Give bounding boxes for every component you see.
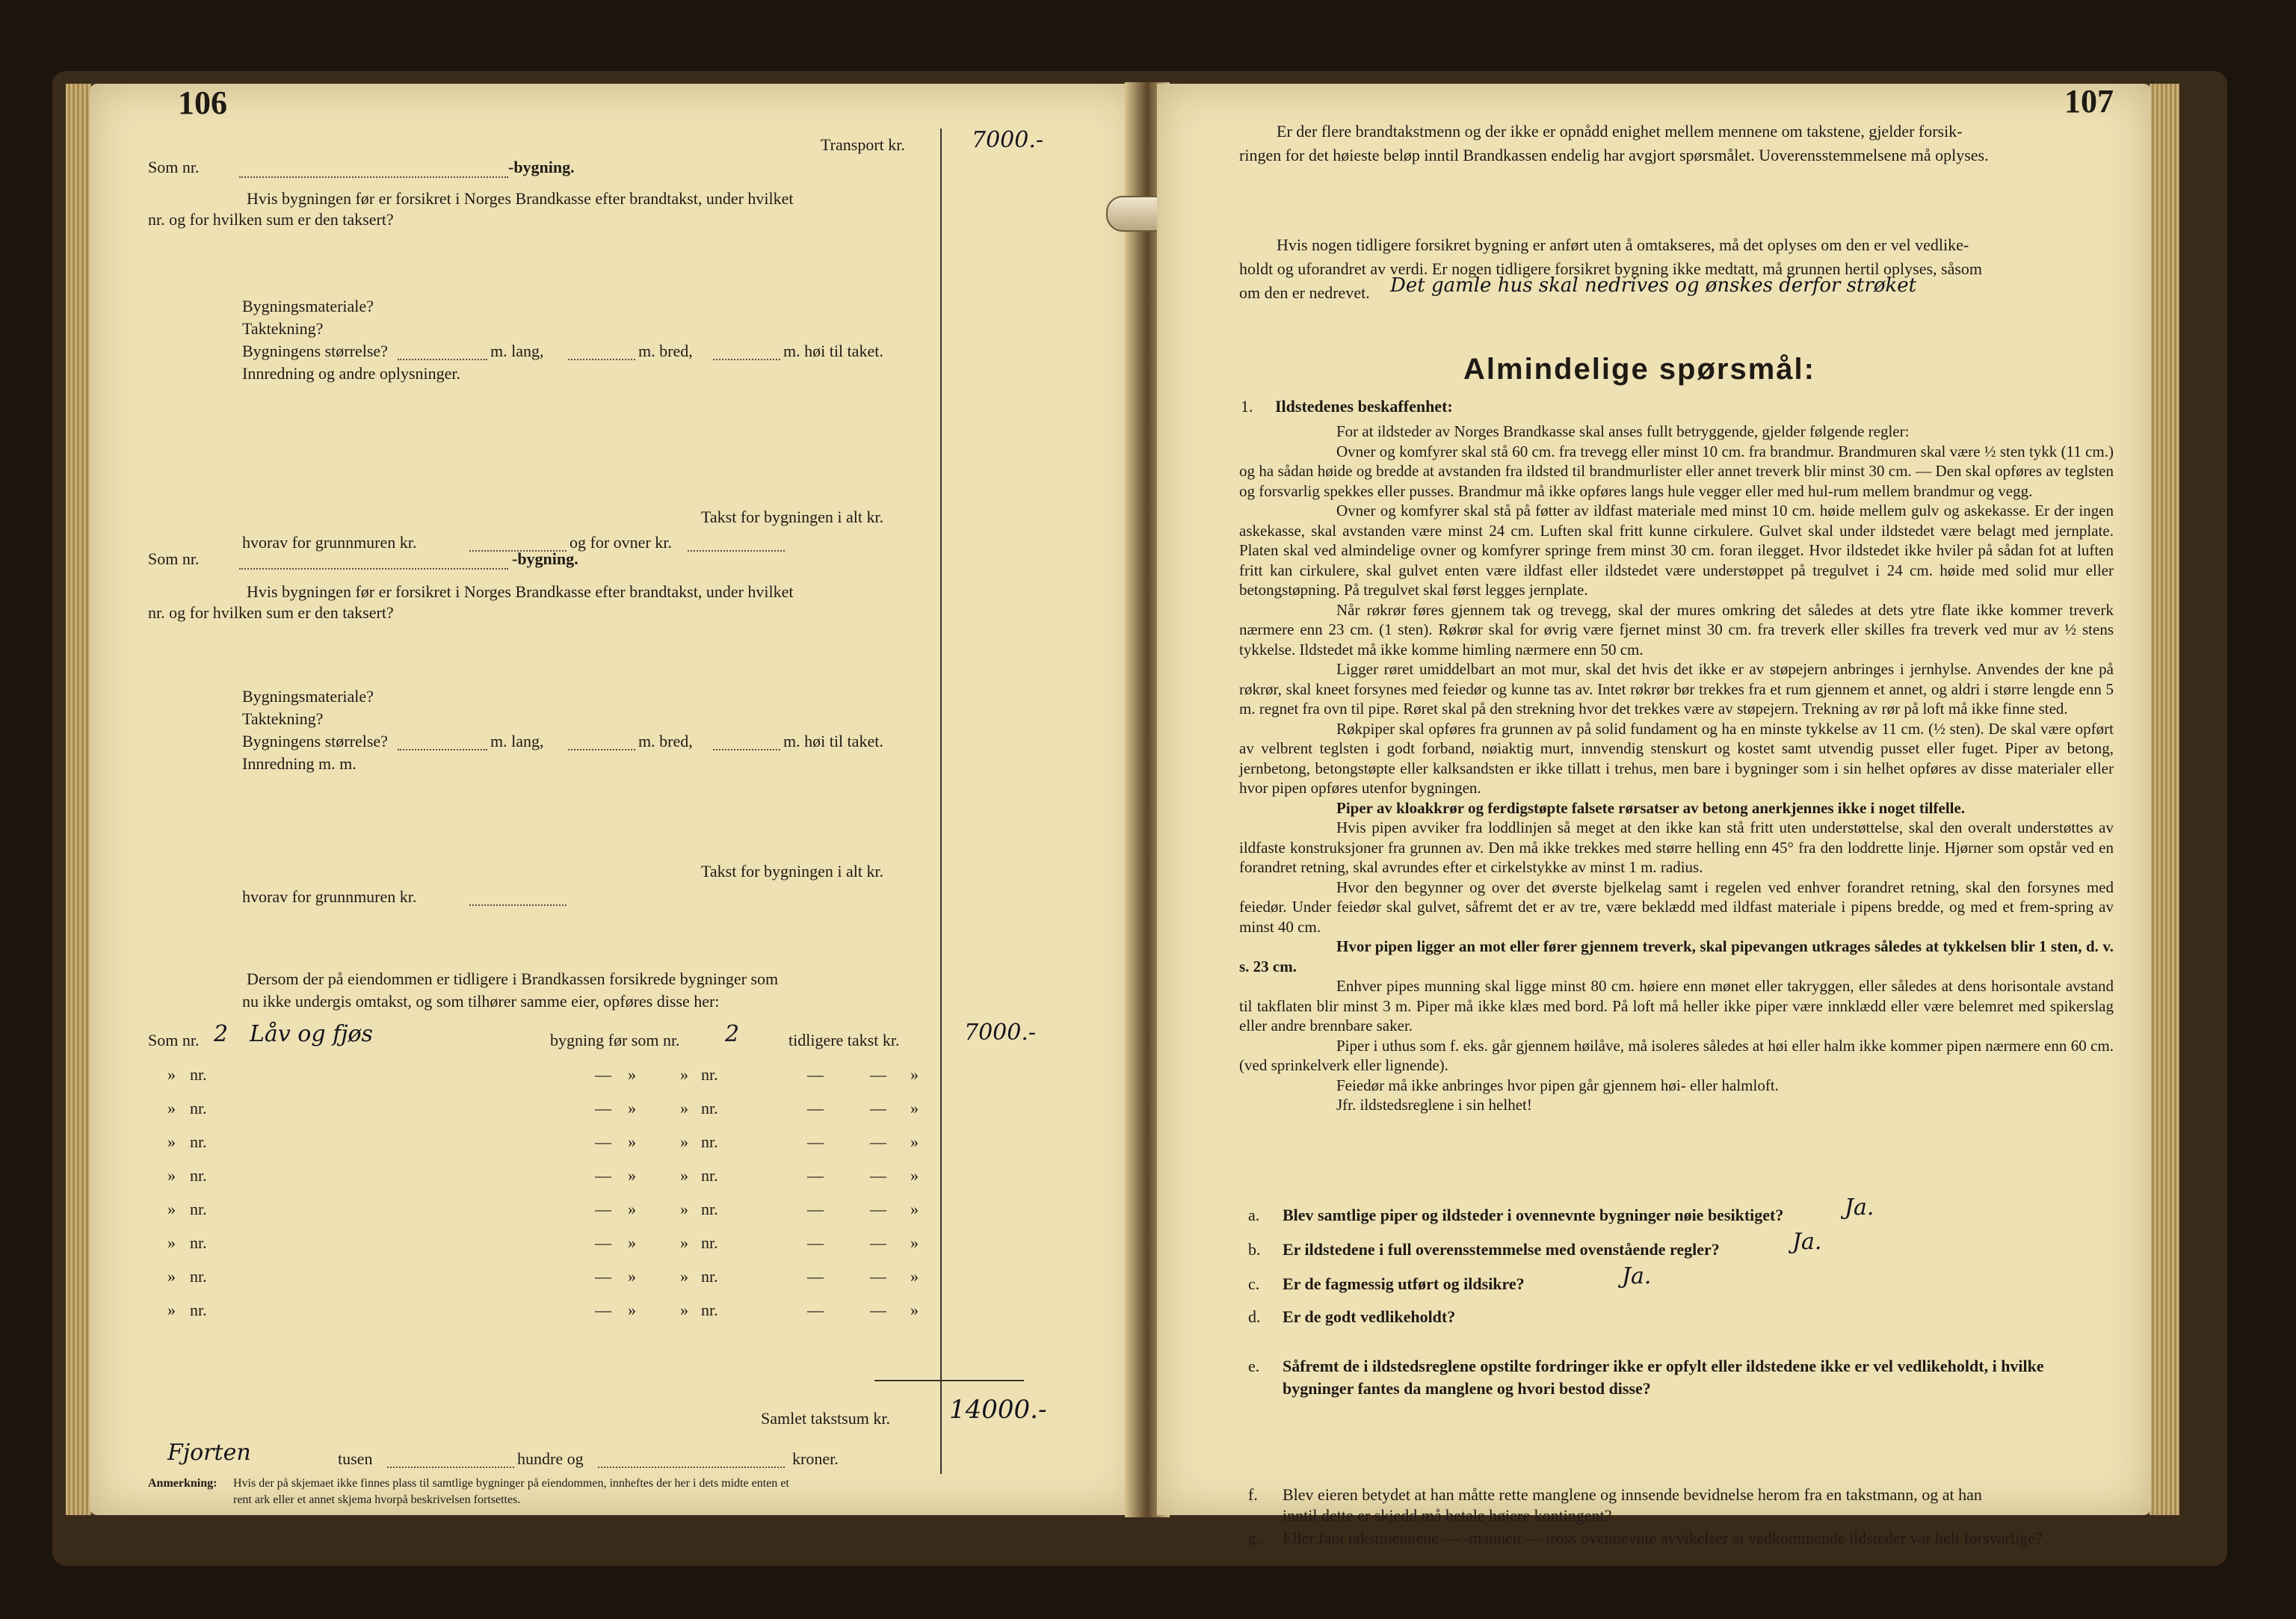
takst-total-label: Takst for bygningen i alt kr. (701, 508, 884, 526)
hoi-label: m. høi til taket. (783, 342, 883, 360)
row-mark: » (680, 1132, 688, 1151)
row-nr-label: nr. (190, 1267, 207, 1286)
row-nr-label: nr. (701, 1099, 718, 1117)
row-nr-label: nr. (701, 1200, 718, 1218)
row-nr-label: nr. (190, 1200, 207, 1218)
sum-rule (874, 1380, 1024, 1381)
row-mark: » (167, 1132, 176, 1151)
bred-label: m. bred, (638, 342, 693, 360)
row-dash: — (595, 1099, 611, 1117)
question-text: Blev eieren betydet at han måtte rette manglene og innsende bevidnelse herom fra en takstmann, og at han (1283, 1485, 1982, 1504)
length-line (398, 749, 487, 750)
row-mark: » (680, 1166, 688, 1185)
question-text: Er ildstedene i full overensstemmelse med ovenstående regler? (1283, 1240, 1720, 1259)
row-mark: » (910, 1099, 919, 1117)
row-mark: » (680, 1267, 688, 1286)
innredning-label: Innredning m. m. (242, 754, 357, 773)
rule-paragraph: Røkpiper skal opføres fra grunnen av på solid fundament og ha en minste tykkelse av 11 cm. (½ sten). De skal være opført av velbrent teglsten i godt forband, nøiaktig murt, innvendig stenskurt og kostet samt utvendig pusset eller fuget. Piper av betong, jernbetong, betongstøpte eller kalksandsten er ikke tillatt i trehus, men bare i bygninger som i sin helhet opføres av disse materialer eller hvor pipen opføres utenfor bygningen. (1239, 719, 2114, 797)
row-som-label: Som nr. (148, 1031, 200, 1049)
row-mark: » (910, 1301, 919, 1319)
row-mark: » (910, 1132, 919, 1151)
row-mark: » (910, 1267, 919, 1286)
hundre-label: hundre og (517, 1449, 584, 1468)
rule-paragraph: Ovner og komfyrer skal stå 60 cm. fra trevegg eller minst 10 cm. fra brandmur. Brandmuren skal være ½ sten tykk (11 cm.) og ha sådan høide og bredde at avstanden fra ildsted til brandmurlister eller annet treverk blir minst 30 cm. — Den skal opføres av teglsten og forsvarlig spekkes eller pusses. Brandmur må ikke opføres langs hule vegger eller med hul-rum mellem brandmur og vegg. (1239, 442, 2114, 500)
row-dash: — (807, 1301, 824, 1319)
left-page (90, 84, 1139, 1515)
section-heading: Almindelige spørsmål: (1463, 353, 1815, 386)
question-answer: Ja. (1622, 1263, 1652, 1289)
som-nr-line (239, 176, 508, 178)
row-dash: — (870, 1166, 886, 1185)
row-mark: » (628, 1065, 636, 1084)
row-dash: — (807, 1166, 824, 1185)
row-mark: » (910, 1065, 919, 1084)
question-letter: b. (1248, 1240, 1261, 1259)
question-text: bygninger fantes da manglene og hvori bestod disse? (1283, 1379, 1651, 1398)
amount-column-line (940, 129, 942, 1474)
row-mark: » (167, 1065, 176, 1084)
row-nr-label: nr. (701, 1132, 718, 1151)
row-dash: — (870, 1233, 886, 1252)
left-page-edge (66, 84, 91, 1515)
row-mark: » (628, 1200, 636, 1218)
row-mark: » (680, 1233, 688, 1252)
bred-label: m. bred, (638, 732, 693, 750)
row-mark: » (167, 1301, 176, 1319)
intro-text: holdt og uforandret av verdi. Er nogen tidligere forsikret bygning ikke medtatt, må grunnen hertil oplyses, såsom (1239, 259, 1983, 278)
samlet-label: Samlet takstsum kr. (761, 1409, 890, 1428)
row-dash: — (807, 1233, 824, 1252)
row-dash: — (807, 1065, 824, 1084)
row-dash: — (870, 1301, 886, 1319)
row-nr-label: nr. (190, 1166, 207, 1185)
ovner-label: og for ovner kr. (570, 533, 672, 552)
question-letter: d. (1248, 1307, 1261, 1326)
length-line (398, 359, 487, 360)
row-mark: » (680, 1065, 688, 1084)
row-nr-label: nr. (190, 1301, 207, 1319)
right-page (1157, 83, 2151, 1547)
row-mark: » (628, 1132, 636, 1151)
question-letter: a. (1248, 1206, 1260, 1224)
row-mark: » (167, 1099, 176, 1117)
dersom-text: Dersom der på eiendommen er tidligere i Brandkassen forsikrede bygninger som (247, 969, 779, 988)
row-dash: — (595, 1166, 611, 1185)
page-number: 107 (2064, 83, 2114, 120)
rule-paragraph: Piper av kloakkrør og ferdigstøpte falsete rørsatser av betong anerkjennes ikke i noget tilfelle. (1336, 798, 1966, 817)
lang-label: m. lang, (490, 732, 544, 750)
transport-value: 7000.- (972, 127, 1044, 153)
taktekning-label: Taktekning? (242, 319, 324, 338)
som-nr-line (239, 568, 508, 570)
rule-paragraph: Piper i uthus som f. eks. går gjennem høilåve, må isoleres således at høi eller halm ikke kommer pipen nærmere enn 60 cm. (ved sprinkelverk eller lignende). (1239, 1036, 2114, 1074)
rule-paragraph: Feiedør må ikke anbringes hvor pipen går gjennem høi- eller halmloft. (1336, 1076, 1779, 1094)
rule-paragraph: For at ildsteder av Norges Brandkasse skal anses fullt betryggende, gjelder følgende regler: (1336, 422, 1910, 440)
row-mark: » (167, 1267, 176, 1286)
intro-text: om den er nedrevet. (1239, 283, 1370, 302)
og-line (598, 1467, 785, 1468)
bygning-label: -bygning. (512, 549, 578, 568)
row-mark: » (910, 1166, 919, 1185)
question-letter: c. (1248, 1274, 1260, 1293)
row-mark: » (167, 1166, 176, 1185)
row-dash: — (807, 1267, 824, 1286)
material-label: Bygningsmateriale? (242, 687, 374, 706)
innredning-label: Innredning og andre oplysninger. (242, 364, 461, 383)
row-nr-label: nr. (701, 1233, 718, 1252)
row-nr-label: nr. (190, 1099, 207, 1117)
question-answer: Ja. (1845, 1194, 1874, 1221)
row-dash: — (595, 1233, 611, 1252)
hvorav-label: hvorav for grunnmuren kr. (242, 533, 417, 552)
question-text: Er de godt vedlikeholdt? (1283, 1307, 1456, 1326)
takst-total-label: Takst for bygningen i alt kr. (701, 862, 884, 881)
row-nr2-value: 2 (725, 1021, 740, 1047)
question-letter: f. (1248, 1485, 1258, 1504)
row-dash: — (595, 1065, 611, 1084)
rules-text (1239, 422, 2114, 1115)
height-line (713, 359, 780, 360)
material-label: Bygningsmateriale? (242, 297, 374, 315)
rule-paragraph: Ovner og komfyrer skal stå på føtter av ildfast materiale med minst 10 cm. høide mellem gulv og askekasse. Er der ingen askekasse, skal avstanden være minst 24 cm. Luften skal fritt kunne cirkulere. Gulvet skal under ildstedet være belagt med jernplate. Platen skal ved almindelige ovner og komfyrer springe frem minst 30 cm. foran ilegget. Hvor ildstedet ikke hviler på sådan fot at luften fritt kan cirkulere, skal gulvet enten være ildfast eller ildstedet være understøppet på tregulvet i 24 cm. høide med solid mur eller betongstøpning. På tregulvet skal først legges jernplate. (1239, 502, 2114, 599)
som-nr-label: Som nr. (148, 158, 200, 176)
question-text: Såfremt de i ildstedsreglene opstilte fordringer ikke er opfylt eller ildstedene ikke er vel vedlikeholdt, i hvilke (1283, 1357, 2044, 1375)
dersom-text: nu ikke undergis omtakst, og som tilhører samme eier, opføres disse her: (242, 992, 720, 1011)
height-line (713, 749, 780, 750)
question-text: nr. og for hvilken sum er den taksert? (148, 210, 394, 229)
size-label: Bygningens størrelse? (242, 732, 388, 750)
row-nr-label: nr. (701, 1267, 718, 1286)
row-dash: — (807, 1200, 824, 1218)
row-dash: — (870, 1132, 886, 1151)
question-text: Hvis bygningen før er forsikret i Norges Brandkasse efter brandtakst, under hvilket (247, 189, 794, 208)
intro-text: ringen for det høieste beløp inntil Brandkassen endelig har avgjort spørsmålet. Uoverensstemmelsene må oplyses. (1239, 146, 1989, 164)
som-nr-label: Som nr. (148, 549, 200, 568)
rule-paragraph: Jfr. ildstedsreglene i sin helhet! (1336, 1096, 1532, 1114)
row-mark: » (628, 1233, 636, 1252)
row-dash: — (595, 1200, 611, 1218)
row-mark: » (628, 1267, 636, 1286)
intro-text: Hvis nogen tidligere forsikret bygning er anført uten å omtakseres, må det oplyses om den er vel vedlike- (1277, 235, 1969, 254)
words-value: Fjorten (167, 1440, 251, 1466)
question-answer: Ja. (1792, 1229, 1822, 1255)
size-label: Bygningens størrelse? (242, 342, 388, 360)
rule-paragraph: Hvor pipen ligger an mot eller fører gjennem treverk, skal pipevangen utkrages således at tykkelsen blir 1 sten, d. v. s. 23 cm. (1239, 937, 2114, 975)
grunnmur-line (469, 904, 567, 906)
question-text: nr. og for hvilken sum er den taksert? (148, 603, 394, 622)
rule-paragraph: Når røkrør føres gjennem tak og trevegg, skal der mures omkring det således at dets ytre flate ikke kommer treverk nærmere enn 23 cm. (1 sten). Røkrør skal for øvrig være fjernet minst 30 cm. fra treverk eller skilles fra treverk ved mur av ½ stens tykkelse. Ildstedet må ikke komme himling nærmere enn 50 cm. (1239, 600, 2114, 659)
rule-paragraph: Hvis pipen avviker fra loddlinjen så meget at den ikke kan stå fritt uten understøttelse, skal den overalt understøttes av ildfaste konstruksjoner fra grunnen av. Den må ikke trekkes med større helling enn 45° fra den loddrette linje. Hjørner som opstår ved en forandret retning, skal avrundes efter et cirkelstykke av minst 1 m. radius. (1239, 818, 2114, 876)
row-dash: — (595, 1267, 611, 1286)
row-dash: — (807, 1099, 824, 1117)
row-amount: 7000.- (964, 1020, 1037, 1046)
section-number: 1. (1241, 397, 1253, 416)
row-bygning-label: bygning før som nr. (550, 1031, 680, 1049)
right-page-edge (2150, 84, 2179, 1515)
row-mark: » (628, 1099, 636, 1117)
width-line (568, 359, 635, 360)
transport-label: Transport kr. (821, 135, 905, 154)
row-mark: » (628, 1166, 636, 1185)
row-description: Låv og fjøs (250, 1021, 373, 1047)
hvorav-label: hvorav for grunnmuren kr. (242, 887, 417, 906)
row-mark: » (628, 1301, 636, 1319)
tusen-label: tusen (338, 1449, 373, 1468)
section-title: Ildstedenes beskaffenhet: (1275, 397, 1453, 416)
taktekning-label: Taktekning? (242, 709, 324, 728)
kroner-label: kroner. (792, 1449, 839, 1468)
row-nr-label: nr. (190, 1065, 207, 1084)
rule-paragraph: Enhver pipes munning skal ligge minst 80 cm. høiere enn mønet eller takryggen, eller således at dens horisontale avstand til takflaten blir minst 3 m. Piper må ikke klæs med bord. På loft må heller ikke piper være innklædd eller være belemret med spikerslag eller andre brennbare saker. (1239, 977, 2114, 1034)
row-dash: — (870, 1065, 886, 1084)
page-number: 106 (178, 84, 227, 121)
row-nr-value: 2 (214, 1021, 229, 1047)
question-text: Er de fagmessig utført og ildsikre? (1283, 1274, 1525, 1293)
hoi-label: m. høi til taket. (783, 732, 883, 750)
rule-paragraph: Hvor den begynner og over det øverste bjelkelag samt i regelen ved enhver forandret retning, skal den forsynes med feiedør. Under feiedør skal gulvet, såfremt det er av tre, være beklædd med ildfast materiale i pipens bredde, og med et frem-spring av minst 40 cm. (1239, 878, 2114, 936)
anmerkning-text: rent ark eller et annet skjema hvorpå beskrivelsen fortsettes. (233, 1493, 521, 1506)
row-dash: — (870, 1200, 886, 1218)
question-letter: e. (1248, 1357, 1260, 1375)
row-dash: — (595, 1301, 611, 1319)
row-mark: » (167, 1200, 176, 1218)
intro-text: Er der flere brandtakstmenn og der ikke er opnådd enighet mellem mennene om takstene, gjelder forsik- (1277, 122, 1963, 141)
lang-label: m. lang, (490, 342, 544, 360)
row-mark: » (167, 1233, 176, 1252)
row-dash: — (870, 1267, 886, 1286)
question-text: Hvis bygningen før er forsikret i Norges Brandkasse efter brandtakst, under hvilket (247, 582, 794, 601)
row-nr-label: nr. (190, 1233, 207, 1252)
row-mark: » (910, 1233, 919, 1252)
row-mark: » (680, 1200, 688, 1218)
anmerkning-label: Anmerkning: (148, 1477, 217, 1490)
row-dash: — (870, 1099, 886, 1117)
ovner-line (688, 550, 785, 552)
row-dash: — (807, 1132, 824, 1151)
question-text: Eller fant takstmennene — -mannen — tross ovennevnte avvikelser at vedkommende ildsteder var helt forsvarlige? (1283, 1529, 2043, 1547)
row-nr-label: nr. (190, 1132, 207, 1151)
width-line (568, 749, 635, 750)
samlet-value: 14000.- (949, 1395, 1047, 1425)
handwritten-note: Det gamle hus skal nedrives og ønskes derfor strøket (1390, 274, 1917, 297)
row-mark: » (680, 1301, 688, 1319)
row-nr-label: nr. (701, 1166, 718, 1185)
anmerkning-text: Hvis der på skjemaet ikke finnes plass til samtlige bygninger på eiendommen, innheftes der her i dets midte enten et (233, 1477, 789, 1490)
question-text: Blev samtlige piper og ildsteder i ovennevnte bygninger nøie besiktiget? (1283, 1206, 1784, 1224)
question-text: inntil dette er skjedd må betale høiere kontingent? (1283, 1506, 1612, 1525)
rule-paragraph: Ligger røret umiddelbart an mot mur, skal det hvis det ikke er av støpejern anbringes i jernhylse. Anvendes der kne på røkrør, skal kneet forsynes med feiedør og kunne tas av. Intet røkrør bør trekkes fra et rum gjennem et annet, og aldri i større lengde enn 5 m. regnet fra ovn til pipe. Røret skal på den strekning hvor det trekkes være av støpejern. Trekning av rør på loft må ikke finne sted. (1239, 660, 2114, 718)
hundre-line (387, 1467, 514, 1468)
row-nr-label: nr. (701, 1301, 718, 1319)
row-nr-label: nr. (701, 1065, 718, 1084)
bygning-label: -bygning. (508, 158, 575, 176)
row-mark: » (680, 1099, 688, 1117)
row-tidligere-label: tidligere takst kr. (789, 1031, 900, 1049)
question-letter: g. (1248, 1529, 1261, 1547)
row-mark: » (910, 1200, 919, 1218)
row-dash: — (595, 1132, 611, 1151)
